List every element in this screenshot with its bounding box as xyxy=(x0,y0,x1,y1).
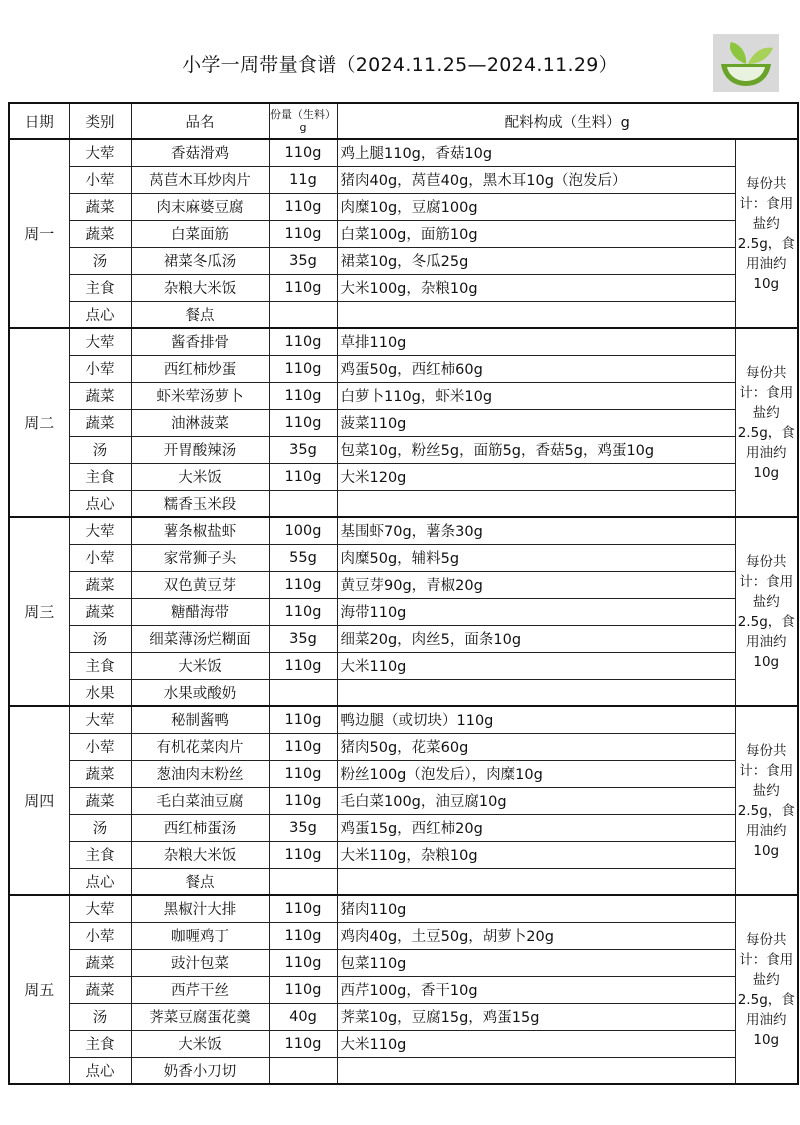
category-cell: 蔬菜 xyxy=(69,976,131,1003)
table-row xyxy=(9,679,798,706)
ingredients-cell: 裙菜10g，冬瓜25g xyxy=(337,247,735,274)
dish-cell: 奶香小刀切 xyxy=(131,1057,269,1084)
category-cell: 蔬菜 xyxy=(69,787,131,814)
day-cell: 周三 xyxy=(9,517,69,706)
qty-cell: 40g xyxy=(269,1003,337,1030)
qty-cell: 110g xyxy=(269,760,337,787)
dish-cell: 西芹干丝 xyxy=(131,976,269,1003)
qty-cell: 35g xyxy=(269,814,337,841)
table-row xyxy=(9,841,798,868)
dish-cell: 大米饭 xyxy=(131,463,269,490)
ingredients-cell xyxy=(337,301,735,328)
header-qty: 份量（生料）g xyxy=(269,103,337,139)
qty-cell: 110g xyxy=(269,706,337,733)
page-title: 小学一周带量食谱（2024.11.25—2024.11.29） xyxy=(182,54,618,76)
dish-cell: 油淋菠菜 xyxy=(131,409,269,436)
category-cell: 蔬菜 xyxy=(69,598,131,625)
ingredients-cell: 鸡蛋15g，西红柿20g xyxy=(337,814,735,841)
category-cell: 小荤 xyxy=(69,733,131,760)
dish-cell: 咖喱鸡丁 xyxy=(131,922,269,949)
ingredients-cell: 西芹100g，香干10g xyxy=(337,976,735,1003)
table-row xyxy=(9,1003,798,1030)
table-row xyxy=(9,1057,798,1084)
qty-cell: 110g xyxy=(269,193,337,220)
ingredients-cell: 鸭边腿（或切块）110g xyxy=(337,706,735,733)
dish-cell: 家常狮子头 xyxy=(131,544,269,571)
ingredients-cell: 细菜20g，肉丝5，面条10g xyxy=(337,625,735,652)
dish-cell: 开胃酸辣汤 xyxy=(131,436,269,463)
table-row xyxy=(9,463,798,490)
table-row xyxy=(9,139,798,166)
ingredients-cell: 鸡上腿110g，香菇10g xyxy=(337,139,735,166)
dish-cell: 肉末麻婆豆腐 xyxy=(131,193,269,220)
ingredients-cell xyxy=(337,679,735,706)
bowl-leaf-logo xyxy=(713,34,779,92)
table-row xyxy=(9,949,798,976)
qty-cell: 110g xyxy=(269,652,337,679)
header-day: 日期 xyxy=(9,103,69,139)
category-cell: 点心 xyxy=(69,490,131,517)
qty-cell: 110g xyxy=(269,463,337,490)
category-cell: 大荤 xyxy=(69,706,131,733)
nutrition-note: 每份共计：食用盐约2.5g，食用油约10g xyxy=(735,328,798,517)
category-cell: 汤 xyxy=(69,814,131,841)
table-row xyxy=(9,1030,798,1057)
category-cell: 蔬菜 xyxy=(69,409,131,436)
qty-cell: 35g xyxy=(269,436,337,463)
table-row xyxy=(9,598,798,625)
qty-cell: 100g xyxy=(269,517,337,544)
table-row xyxy=(9,274,798,301)
table-row xyxy=(9,895,798,922)
header-row xyxy=(9,103,798,139)
ingredients-cell: 黄豆芽90g，青椒20g xyxy=(337,571,735,598)
category-cell: 水果 xyxy=(69,679,131,706)
dish-cell: 餐点 xyxy=(131,868,269,895)
ingredients-cell: 白萝卜110g，虾米10g xyxy=(337,382,735,409)
category-cell: 主食 xyxy=(69,841,131,868)
category-cell: 汤 xyxy=(69,625,131,652)
dish-cell: 糯香玉米段 xyxy=(131,490,269,517)
table-row xyxy=(9,922,798,949)
table-row xyxy=(9,868,798,895)
qty-cell: 110g xyxy=(269,922,337,949)
table-row xyxy=(9,787,798,814)
dish-cell: 虾米荤汤萝卜 xyxy=(131,382,269,409)
table-row xyxy=(9,733,798,760)
category-cell: 大荤 xyxy=(69,895,131,922)
category-cell: 汤 xyxy=(69,1003,131,1030)
qty-cell xyxy=(269,301,337,328)
category-cell: 汤 xyxy=(69,247,131,274)
dish-cell: 豉汁包菜 xyxy=(131,949,269,976)
dish-cell: 葱油肉末粉丝 xyxy=(131,760,269,787)
table-row xyxy=(9,436,798,463)
ingredients-cell: 海带110g xyxy=(337,598,735,625)
qty-cell: 110g xyxy=(269,841,337,868)
category-cell: 大荤 xyxy=(69,517,131,544)
ingredients-cell: 肉糜50g，辅料5g xyxy=(337,544,735,571)
qty-cell: 110g xyxy=(269,787,337,814)
category-cell: 大荤 xyxy=(69,328,131,355)
nutrition-note: 每份共计：食用盐约2.5g，食用油约10g xyxy=(735,517,798,706)
ingredients-cell: 包菜10g，粉丝5g，面筋5g，香菇5g，鸡蛋10g xyxy=(337,436,735,463)
qty-cell: 110g xyxy=(269,139,337,166)
header-category: 类别 xyxy=(69,103,131,139)
ingredients-cell: 毛白菜100g，油豆腐10g xyxy=(337,787,735,814)
table-row xyxy=(9,976,798,1003)
ingredients-cell: 包菜110g xyxy=(337,949,735,976)
ingredients-cell: 大米110g，杂粮10g xyxy=(337,841,735,868)
dish-cell: 香菇滑鸡 xyxy=(131,139,269,166)
qty-cell xyxy=(269,1057,337,1084)
qty-cell: 110g xyxy=(269,220,337,247)
dish-cell: 大米饭 xyxy=(131,652,269,679)
ingredients-cell: 白菜100g，面筋10g xyxy=(337,220,735,247)
category-cell: 汤 xyxy=(69,436,131,463)
dish-cell: 黑椒汁大排 xyxy=(131,895,269,922)
category-cell: 蔬菜 xyxy=(69,760,131,787)
qty-cell xyxy=(269,679,337,706)
dish-cell: 西红柿炒蛋 xyxy=(131,355,269,382)
ingredients-cell: 大米120g xyxy=(337,463,735,490)
qty-cell: 35g xyxy=(269,625,337,652)
dish-cell: 毛白菜油豆腐 xyxy=(131,787,269,814)
header-dish: 品名 xyxy=(131,103,269,139)
category-cell: 点心 xyxy=(69,301,131,328)
category-cell: 大荤 xyxy=(69,139,131,166)
category-cell: 主食 xyxy=(69,463,131,490)
dish-cell: 白菜面筋 xyxy=(131,220,269,247)
category-cell: 蔬菜 xyxy=(69,382,131,409)
category-cell: 蔬菜 xyxy=(69,193,131,220)
dish-cell: 细菜薄汤烂糊面 xyxy=(131,625,269,652)
category-cell: 蔬菜 xyxy=(69,220,131,247)
table-row xyxy=(9,517,798,544)
dish-cell: 裙菜冬瓜汤 xyxy=(131,247,269,274)
day-cell: 周一 xyxy=(9,139,69,328)
dish-cell: 莴苣木耳炒肉片 xyxy=(131,166,269,193)
table-row xyxy=(9,490,798,517)
nutrition-note: 每份共计：食用盐约2.5g，食用油约10g xyxy=(735,895,798,1084)
qty-cell: 110g xyxy=(269,976,337,1003)
qty-cell: 110g xyxy=(269,1030,337,1057)
table-row xyxy=(9,652,798,679)
table-row xyxy=(9,193,798,220)
qty-cell: 110g xyxy=(269,382,337,409)
category-cell: 主食 xyxy=(69,1030,131,1057)
category-cell: 主食 xyxy=(69,274,131,301)
header-ingredients: 配料构成（生料）g xyxy=(337,103,798,139)
table-row xyxy=(9,301,798,328)
dish-cell: 荠菜豆腐蛋花羹 xyxy=(131,1003,269,1030)
day-cell: 周四 xyxy=(9,706,69,895)
nutrition-note: 每份共计：食用盐约2.5g，食用油约10g xyxy=(735,139,798,328)
dish-cell: 薯条椒盐虾 xyxy=(131,517,269,544)
table-row xyxy=(9,247,798,274)
ingredients-cell: 鸡蛋50g，西红柿60g xyxy=(337,355,735,382)
table-row xyxy=(9,220,798,247)
ingredients-cell: 大米100g，杂粮10g xyxy=(337,274,735,301)
category-cell: 主食 xyxy=(69,652,131,679)
table-row xyxy=(9,814,798,841)
category-cell: 蔬菜 xyxy=(69,571,131,598)
category-cell: 小荤 xyxy=(69,355,131,382)
dish-cell: 西红柿蛋汤 xyxy=(131,814,269,841)
qty-cell: 110g xyxy=(269,571,337,598)
qty-cell: 110g xyxy=(269,598,337,625)
table-row xyxy=(9,625,798,652)
qty-cell: 35g xyxy=(269,247,337,274)
ingredients-cell: 鸡肉40g，土豆50g，胡萝卜20g xyxy=(337,922,735,949)
table-row xyxy=(9,382,798,409)
ingredients-cell: 猪肉110g xyxy=(337,895,735,922)
dish-cell: 水果或酸奶 xyxy=(131,679,269,706)
ingredients-cell: 大米110g xyxy=(337,652,735,679)
qty-cell: 110g xyxy=(269,274,337,301)
qty-cell: 55g xyxy=(269,544,337,571)
category-cell: 蔬菜 xyxy=(69,949,131,976)
dish-cell: 糖醋海带 xyxy=(131,598,269,625)
qty-cell: 110g xyxy=(269,328,337,355)
ingredients-cell xyxy=(337,868,735,895)
day-cell: 周二 xyxy=(9,328,69,517)
ingredients-cell: 菠菜110g xyxy=(337,409,735,436)
qty-cell: 110g xyxy=(269,409,337,436)
table-row xyxy=(9,409,798,436)
category-cell: 点心 xyxy=(69,868,131,895)
qty-cell: 110g xyxy=(269,355,337,382)
ingredients-cell: 猪肉50g，花菜60g xyxy=(337,733,735,760)
ingredients-cell: 猪肉40g，莴苣40g，黑木耳10g（泡发后） xyxy=(337,166,735,193)
ingredients-cell xyxy=(337,490,735,517)
ingredients-cell: 肉糜10g，豆腐100g xyxy=(337,193,735,220)
table-row xyxy=(9,544,798,571)
dish-cell: 大米饭 xyxy=(131,1030,269,1057)
qty-cell: 110g xyxy=(269,733,337,760)
qty-cell: 110g xyxy=(269,895,337,922)
ingredients-cell: 粉丝100g（泡发后），肉糜10g xyxy=(337,760,735,787)
dish-cell: 有机花菜肉片 xyxy=(131,733,269,760)
table-row xyxy=(9,706,798,733)
day-cell: 周五 xyxy=(9,895,69,1084)
qty-cell: 110g xyxy=(269,949,337,976)
table-row xyxy=(9,166,798,193)
ingredients-cell: 基围虾70g，薯条30g xyxy=(337,517,735,544)
table-row xyxy=(9,328,798,355)
ingredients-cell: 荠菜10g，豆腐15g，鸡蛋15g xyxy=(337,1003,735,1030)
nutrition-note: 每份共计：食用盐约2.5g，食用油约10g xyxy=(735,706,798,895)
menu-table xyxy=(8,102,799,1085)
qty-cell xyxy=(269,868,337,895)
category-cell: 小荤 xyxy=(69,544,131,571)
dish-cell: 秘制酱鸭 xyxy=(131,706,269,733)
category-cell: 小荤 xyxy=(69,922,131,949)
table-row xyxy=(9,355,798,382)
qty-cell: 11g xyxy=(269,166,337,193)
dish-cell: 双色黄豆芽 xyxy=(131,571,269,598)
qty-cell xyxy=(269,490,337,517)
ingredients-cell xyxy=(337,1057,735,1084)
dish-cell: 酱香排骨 xyxy=(131,328,269,355)
table-row xyxy=(9,571,798,598)
dish-cell: 餐点 xyxy=(131,301,269,328)
ingredients-cell: 草排110g xyxy=(337,328,735,355)
dish-cell: 杂粮大米饭 xyxy=(131,274,269,301)
category-cell: 小荤 xyxy=(69,166,131,193)
dish-cell: 杂粮大米饭 xyxy=(131,841,269,868)
table-row xyxy=(9,760,798,787)
category-cell: 点心 xyxy=(69,1057,131,1084)
ingredients-cell: 大米110g xyxy=(337,1030,735,1057)
